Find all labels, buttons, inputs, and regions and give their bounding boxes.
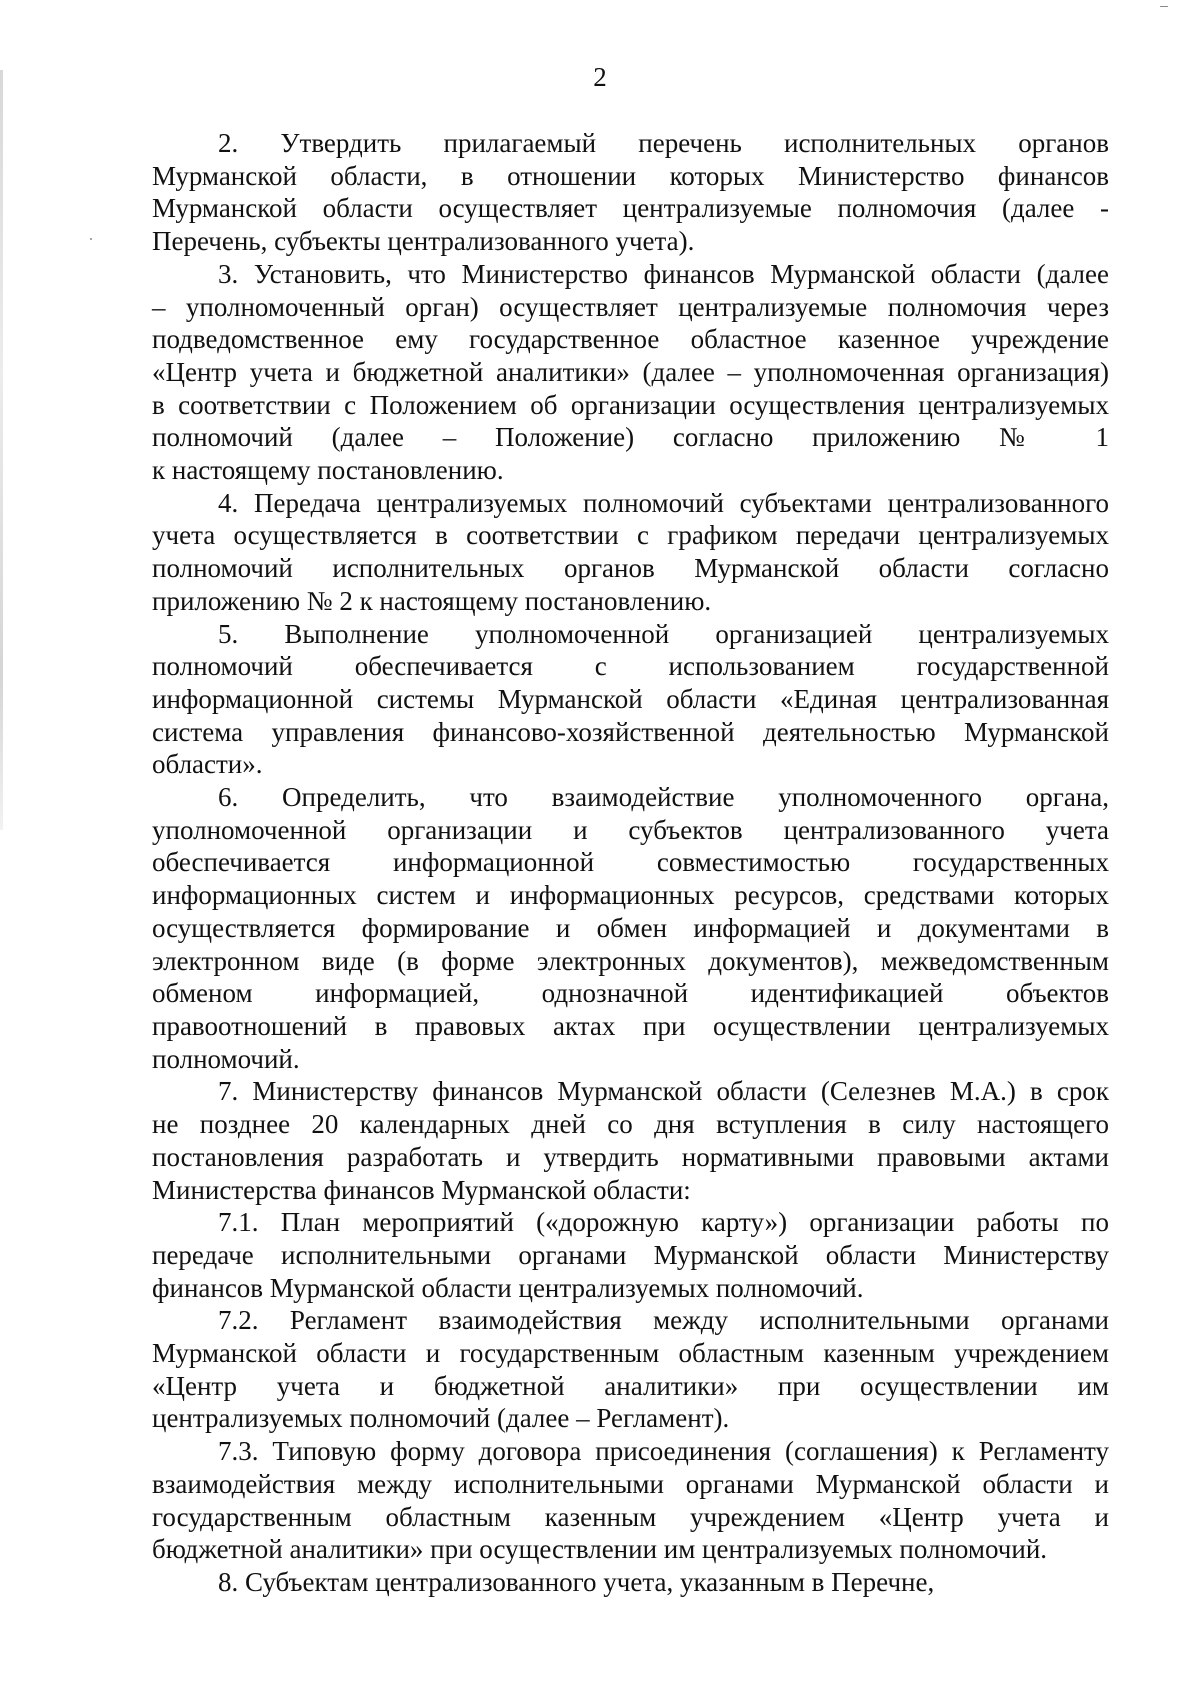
scan-speck [1160,6,1168,7]
text-line: централизуемых полномочий (далее – Регламент). [152,1403,730,1434]
text-line: финансов Мурманской области централизуемых полномочий. [152,1272,864,1303]
text-line: – уполномоченный орган) осуществляет централизуемые полномочия через [152,291,1109,322]
text-line: подведомственное ему государственное областное казенное учреждение [152,324,1109,355]
paragraph-p5 [152,618,1109,782]
document-body [152,127,1109,1599]
text-line: полномочий. [152,1043,300,1074]
paragraph-p7_3 [152,1435,1109,1566]
text-line: 3. Установить, что Министерство финансов Мурманской области (далее [218,258,1109,289]
text-line: Мурманской области и государственным областным казенным учреждением [152,1338,1109,1369]
paragraph-p2 [152,127,1109,258]
text-line: информационных систем и информационных ресурсов, средствами которых [152,880,1109,911]
text-line: Перечень, субъекты централизованного учета). [152,226,695,257]
paragraph-p3 [152,258,1109,487]
paragraph-p6 [152,781,1109,1075]
text-line: взаимодействия между исполнительными органами Мурманской области и [152,1468,1109,1499]
text-line: 7.2. Регламент взаимодействия между исполнительными органами [218,1305,1109,1336]
text-line: информационной системы Мурманской области «Единая централизованная [152,683,1109,714]
text-line: приложению № 2 к настоящему постановлению. [152,585,712,616]
text-line: 6. Определить, что взаимодействие уполномоченного органа, [218,782,1109,813]
text-line: передаче исполнительными органами Мурманской области Министерству [152,1239,1109,1270]
text-line: система управления финансово-хозяйственной деятельностью Мурманской [152,716,1109,747]
text-line: постановления разработать и утвердить нормативными правовыми актами [152,1141,1109,1172]
paragraph-p8 [152,1566,1109,1599]
text-line: 5. Выполнение уполномоченной организацией централизуемых [218,618,1109,649]
text-line: Министерства финансов Мурманской области: [152,1174,691,1205]
text-line: полномочий исполнительных органов Мурманской области согласно [152,553,1109,584]
text-line: электронном виде (в форме электронных документов), межведомственным [152,945,1109,976]
text-line: «Центр учета и бюджетной аналитики» при осуществлении им [152,1370,1109,1401]
text-line: обеспечивается информационной совместимостью государственных [152,847,1109,878]
text-line: Мурманской области осуществляет централизуемые полномочия (далее - [152,193,1109,224]
text-line: 7.1. План мероприятий («дорожную карту») организации работы по [218,1207,1109,1238]
text-line: Мурманской области, в отношении которых Министерство финансов [152,160,1109,191]
scan-edge-shadow [0,70,3,830]
text-line: 2. Утвердить прилагаемый перечень исполнительных органов [218,128,1109,158]
text-line: осуществляется формирование и обмен информацией и документами в [152,912,1109,943]
text-line: обменом информацией, однозначной идентификацией объектов [152,978,1109,1009]
page-number: 2 [593,62,607,92]
text-line: 8. Субъектам централизованного учета, указанным в Перечне, [218,1566,935,1597]
text-line: области». [152,749,263,780]
text-line: 7.3. Типовую форму договора присоединения (соглашения) к Регламенту [218,1436,1109,1467]
paragraph-p7_2 [152,1304,1109,1435]
text-line: государственным областным казенным учреждением «Центр учета и [152,1501,1109,1532]
text-line: полномочий обеспечивается с использованием государственной [152,651,1109,682]
text-line: полномочий (далее – Положение) согласно приложению № 1 [152,422,1109,453]
scan-speck [90,238,92,240]
text-line: учета осуществляется в соответствии с графиком передачи централизуемых [152,520,1109,551]
paragraph-p4 [152,487,1109,618]
text-line: «Центр учета и бюджетной аналитики» (далее – уполномоченная организация) [152,356,1109,387]
text-line: не позднее 20 календарных дней со дня вступления в силу настоящего [152,1109,1109,1140]
text-line: бюджетной аналитики» при осуществлении им централизуемых полномочий. [152,1534,1048,1565]
paragraph-p7_1 [152,1206,1109,1304]
text-line: уполномоченной организации и субъектов централизованного учета [152,814,1109,845]
paragraph-p7 [152,1075,1109,1206]
text-line: 7. Министерству финансов Мурманской области (Селезнев М.А.) в срок [218,1076,1109,1107]
text-line: 4. Передача централизуемых полномочий субъектами централизованного [218,487,1109,518]
text-line: к настоящему постановлению. [152,455,504,486]
text-line: в соответствии с Положением об организации осуществления централизуемых [152,389,1109,420]
text-line: правоотношений в правовых актах при осуществлении централизуемых [152,1010,1109,1041]
